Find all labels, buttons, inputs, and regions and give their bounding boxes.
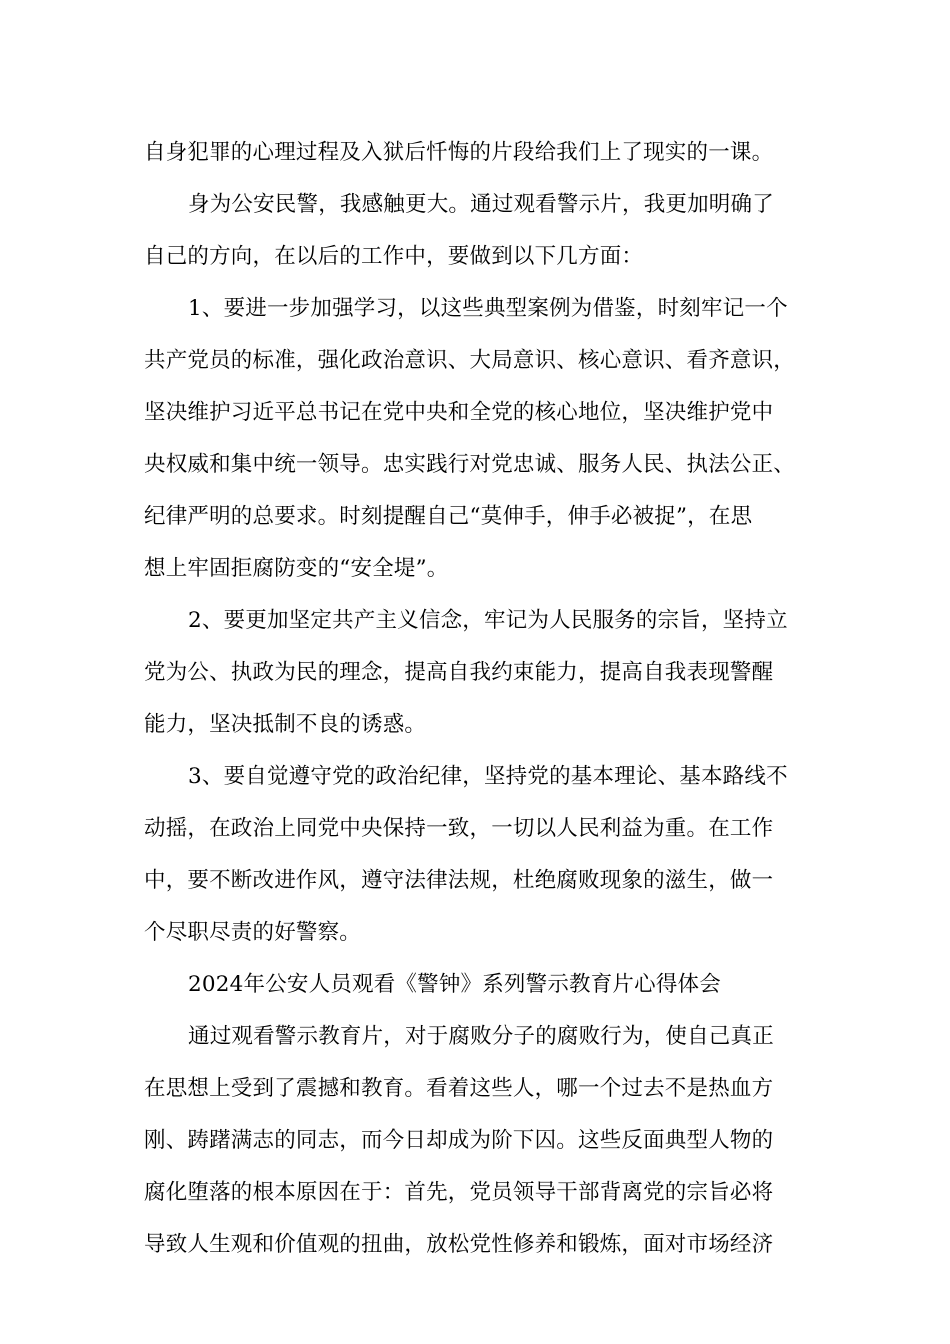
text-line: 通过观看警示教育片，对于腐败分子的腐败行为，使自己真正	[188, 1024, 774, 1049]
text-line: 个尽职尽责的好警察。	[144, 920, 362, 945]
text-line: 动摇，在政治上同党中央保持一致，一切以人民利益为重。在工作	[144, 816, 774, 841]
text-line: 央权威和集中统一领导。忠实践行对党忠诚、服务人民、执法公正、	[144, 452, 796, 477]
text-line: 自身犯罪的心理过程及入狱后忏悔的片段给我们上了现实的一课。	[144, 140, 774, 165]
text-line: 党为公、执政为民的理念，提高自我约束能力，提高自我表现警醒	[144, 660, 774, 685]
section-heading: 2024年公安人员观看《警钟》系列警示教育片心得体会	[188, 972, 721, 997]
text-line: 共产党员的标准，强化政治意识、大局意识、核心意识、看齐意识，	[144, 348, 796, 373]
text-line: 刚、踌躇满志的同志，而今日却成为阶下囚。这些反面典型人物的	[144, 1128, 774, 1153]
text-line: 腐化堕落的根本原因在于：首先，党员领导干部背离党的宗旨必将	[144, 1180, 774, 1205]
text-line: 3、要自觉遵守党的政治纪律，坚持党的基本理论、基本路线不	[188, 764, 788, 789]
text-line: 2、要更加坚定共产主义信念，牢记为人民服务的宗旨，坚持立	[188, 608, 788, 633]
text-line: 自己的方向，在以后的工作中，要做到以下几方面：	[144, 244, 644, 269]
text-line: 纪律严明的总要求。时刻提醒自己“莫伸手，伸手必被捉”，在思	[144, 504, 753, 529]
text-line: 导致人生观和价值观的扭曲，放松党性修养和锻炼，面对市场经济	[144, 1232, 774, 1257]
text-line: 1、要进一步加强学习，以这些典型案例为借鉴，时刻牢记一个	[188, 296, 788, 321]
text-line: 想上牢固拒腐防变的“安全堤”。	[144, 556, 449, 581]
text-line: 能力，坚决抵制不良的诱惑。	[144, 712, 427, 737]
text-line: 身为公安民警，我感触更大。通过观看警示片，我更加明确了	[188, 192, 774, 217]
text-line: 在思想上受到了震撼和教育。看着这些人，哪一个过去不是热血方	[144, 1076, 774, 1101]
text-line: 坚决维护习近平总书记在党中央和全党的核心地位，坚决维护党中	[144, 400, 774, 425]
document-page	[144, 127, 824, 1271]
text-line: 中，要不断改进作风，遵守法律法规，杜绝腐败现象的滋生，做一	[144, 868, 774, 893]
